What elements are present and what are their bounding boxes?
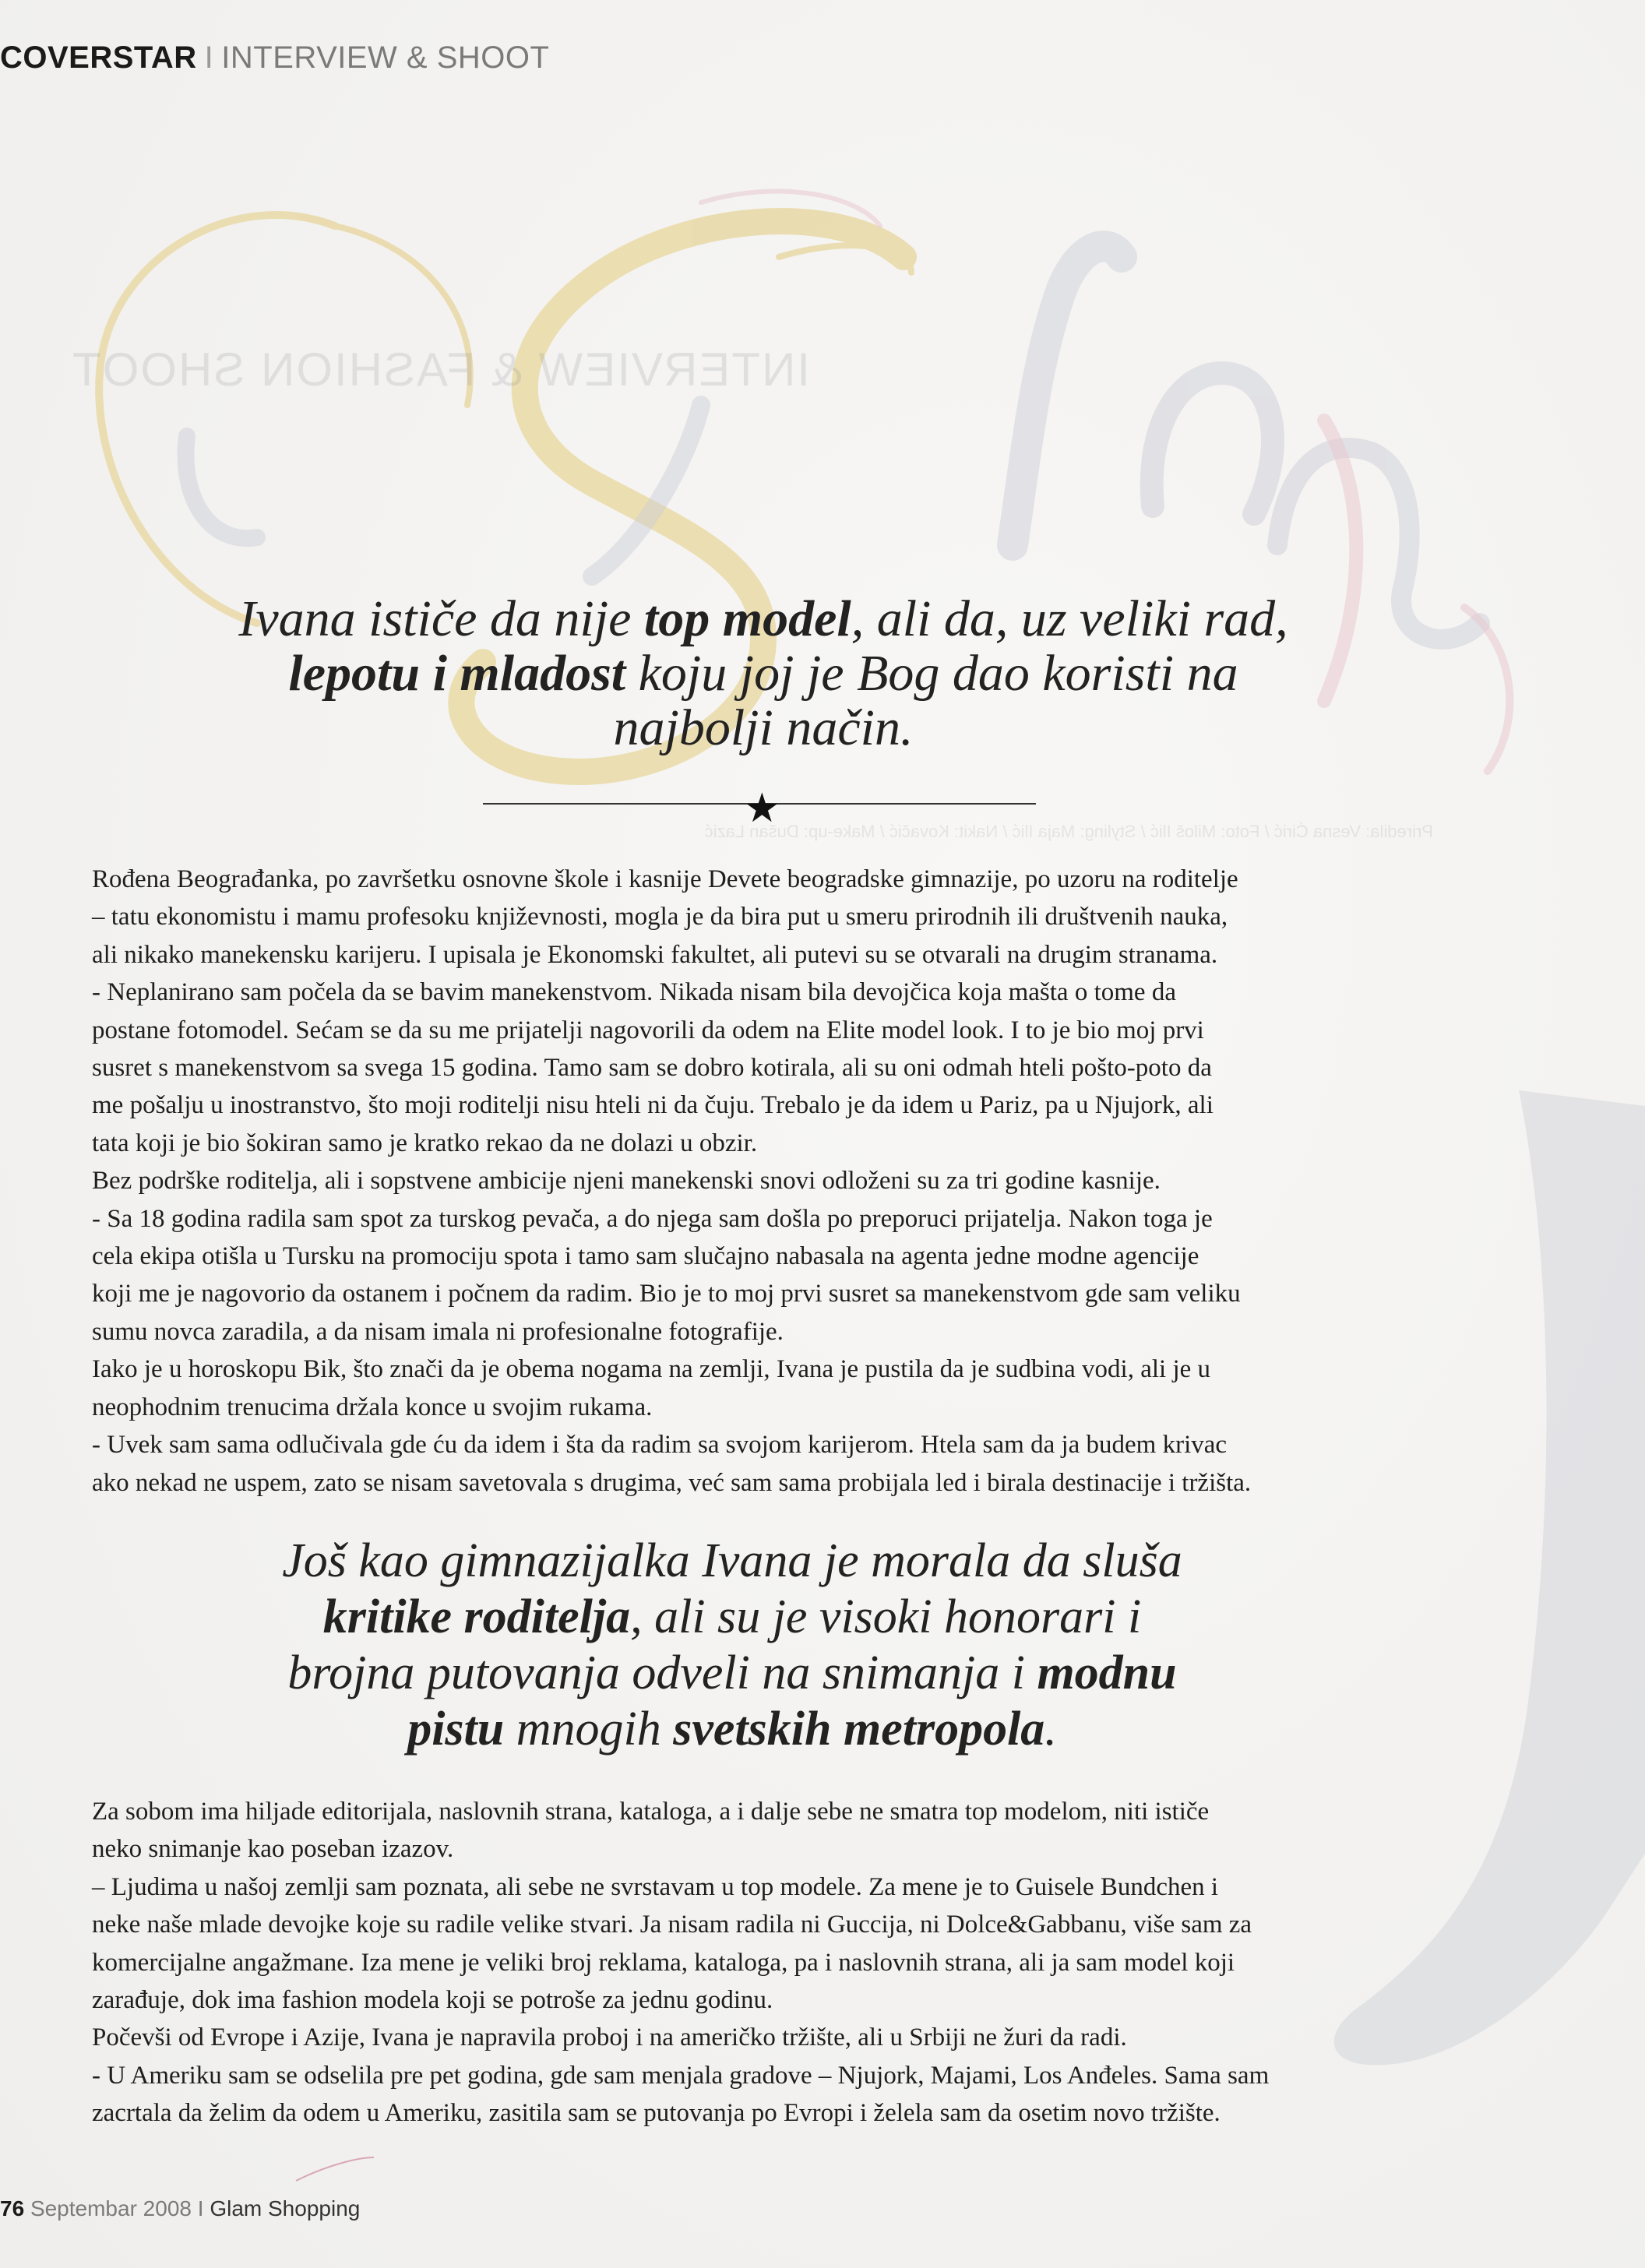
pull-quote-text: brojna putovanja odveli na snimanja i [287, 1646, 1037, 1699]
article-line: - Neplanirano sam počela da se bavim manekenstvom. Nikada nisam bila devojčica koja mašta o tome da [92, 978, 1176, 1007]
folio-separator: I [197, 2196, 204, 2220]
article-line: koji me je nagovorio da ostanem i počnem da radim. Bio je to moj prvi susret sa manekenstvom gde sam veliku [92, 1280, 1241, 1308]
subsection-label: INTERVIEW & SHOOT [221, 40, 550, 75]
running-head [0, 40, 549, 76]
article-line: ali nikako manekensku karijeru. I upisala je Ekonomski fakultet, ali putevi su se otvarali na drugim stranama. [92, 940, 1218, 969]
page-folio [0, 2196, 360, 2221]
pull-quote-emphasis: modnu [1037, 1646, 1177, 1699]
pull-quote-emphasis: kritike roditelja [322, 1590, 631, 1643]
article-line: zarađuje, dok ima fashion modela koji se potroše za jednu godinu. [92, 1986, 773, 2015]
pull-quote-top [156, 592, 1371, 755]
publication-name: Glam Shopping [210, 2196, 361, 2220]
pull-quote-line [195, 1645, 1270, 1701]
article-line: sumu novca zaradila, a da nisam imala ni profesionalne fotografije. [92, 1317, 784, 1346]
article-line: Za sobom ima hiljade editorijala, naslovnih strana, kataloga, a i dalje sebe ne smatra top modelom, niti ističe [92, 1798, 1210, 1826]
article-line: susret s manekenstvom sa svega 15 godina. Tamo sam se dobro kotirala, ali su oni odmah hteli pošto-poto da [92, 1054, 1212, 1083]
pull-quote-emphasis: lepotu i mladost [288, 645, 626, 702]
section-label: COVERSTAR [0, 40, 197, 75]
article-body-part-1 [92, 861, 1432, 1502]
article-line: komercijalne angažmane. Iza mene je veliki broj reklama, kataloga, pa i naslovnih strana, ali ja sam model koji [92, 1948, 1235, 1977]
article-line: ako nekad ne uspem, zato se nisam savetovala s drugima, već sam sama probijala led i birala destinacije i tržišta. [92, 1468, 1252, 1497]
article-line: - Uvek sam sama odlučivala gde ću da idem i šta da radim sa svojom karijerom. Htela sam da ja budem krivac [92, 1431, 1228, 1460]
article-line: tata koji je bio šokiran samo je kratko rekao da ne dolazi u obzir. [92, 1129, 758, 1157]
article-line: cela ekipa otišla u Tursku na promociju spota i tamo sam slučajno nabasala na agenta jedne modne agencije [92, 1242, 1199, 1271]
article-body-part-2 [92, 1793, 1432, 2132]
article-line: Počevši od Evrope i Azije, Ivana je napravila proboj i na američko tržište, ali u Srbiji ne žuri da radi. [92, 2023, 1127, 2052]
article-line: neke naše mlade devojke koje su radile velike stvari. Ja nisam radila ni Guccija, ni Dolce&Gabbanu, više sam za [92, 1911, 1252, 1939]
pull-quote-emphasis: pistu [407, 1703, 505, 1756]
pull-quote-emphasis: top model [643, 590, 851, 647]
pull-quote-text: . [1044, 1703, 1057, 1756]
article-line: Bez podrške roditelja, ali i sopstvene ambicije njeni manekenski snovi odloženi su za tri godine kasnije. [92, 1167, 1161, 1196]
pull-quote-line [156, 646, 1371, 701]
article-line: zacrtala da želim da odem u Ameriku, zasitila sam se putovanja po Evropi i želela sam da osetim novo tržište. [92, 2099, 1221, 2128]
pull-quote-line: Još kao gimnazijalka Ivana je morala da sluša [282, 1534, 1182, 1587]
background-mirrored-heading: INTERVIEW & FASHION SHOOT [70, 343, 810, 396]
pull-quote-line [156, 592, 1371, 646]
pull-quote-text: koju joj je Bog dao koristi na [625, 645, 1238, 702]
pull-quote-emphasis: svetskih metropola [673, 1703, 1045, 1756]
article-line: neophodnim trenucima držala konce u svojim rukama. [92, 1393, 653, 1421]
pull-quote-text: mnogih [504, 1703, 674, 1756]
article-line: postane fotomodel. Sećam se da su me prijatelji nagovorili da odem na Elite model look. I to je bio moj prvi [92, 1016, 1204, 1044]
star-divider [483, 785, 1036, 832]
pull-quote-line [195, 1589, 1270, 1645]
issue-date: Septembar 2008 [30, 2196, 192, 2220]
pull-quote-text: Ivana ističe da nije [238, 590, 644, 647]
pull-quote-text: , ali su je visoki honorari i [630, 1590, 1142, 1643]
star-icon: ★ [744, 785, 780, 832]
background-mirrored-credits: Priredila: Vesna Ćirić / Foto: Miloš Ilić / Styling: Maja Ilić / Nakit: Kovačić / Make-up: Dušan Lazić [704, 822, 1433, 841]
pull-quote-middle [195, 1533, 1270, 1757]
pull-quote-text: , ali da, uz veliki rad, [851, 590, 1288, 647]
pull-quote-line [195, 1701, 1270, 1757]
article-line: neko snimanje kao poseban izazov. [92, 1835, 454, 1864]
article-line: - Sa 18 godina radila sam spot za turskog pevača, a do njega sam došla po preporuci prijatelja. Nakon toga je [92, 1204, 1213, 1233]
article-line: me pošalju u inostranstvo, što moji roditelji nisu hteli ni da čuju. Trebalo je da idem u Pariz, pa u Njujork, ali [92, 1091, 1213, 1120]
article-line: – Ljudima u našoj zemlji sam poznata, ali sebe ne svrstavam u top modele. Za mene je to Guisele Bundchen i [92, 1872, 1219, 1901]
pull-quote-line: najbolji način. [613, 699, 914, 756]
article-line: – tatu ekonomistu i mamu profesoku književnosti, mogla je da bira put u smeru prirodnih ili društvenih nauka, [92, 903, 1228, 932]
header-separator: I [204, 40, 214, 75]
article-line: Iako je u horoskopu Bik, što znači da je obema nogama na zemlji, Ivana je pustila da je sudbina vodi, ali je u [92, 1355, 1211, 1384]
page-number: 76 [0, 2196, 25, 2220]
article-line: Rođena Beograđanka, po završetku osnovne škole i kasnije Devete beogradske gimnazije, po uzoru na roditelje [92, 865, 1238, 893]
article-line: - U Ameriku sam se odselila pre pet godina, gde sam menjala gradove – Njujork, Majami, Los Anđeles. Sama sam [92, 2061, 1270, 2090]
